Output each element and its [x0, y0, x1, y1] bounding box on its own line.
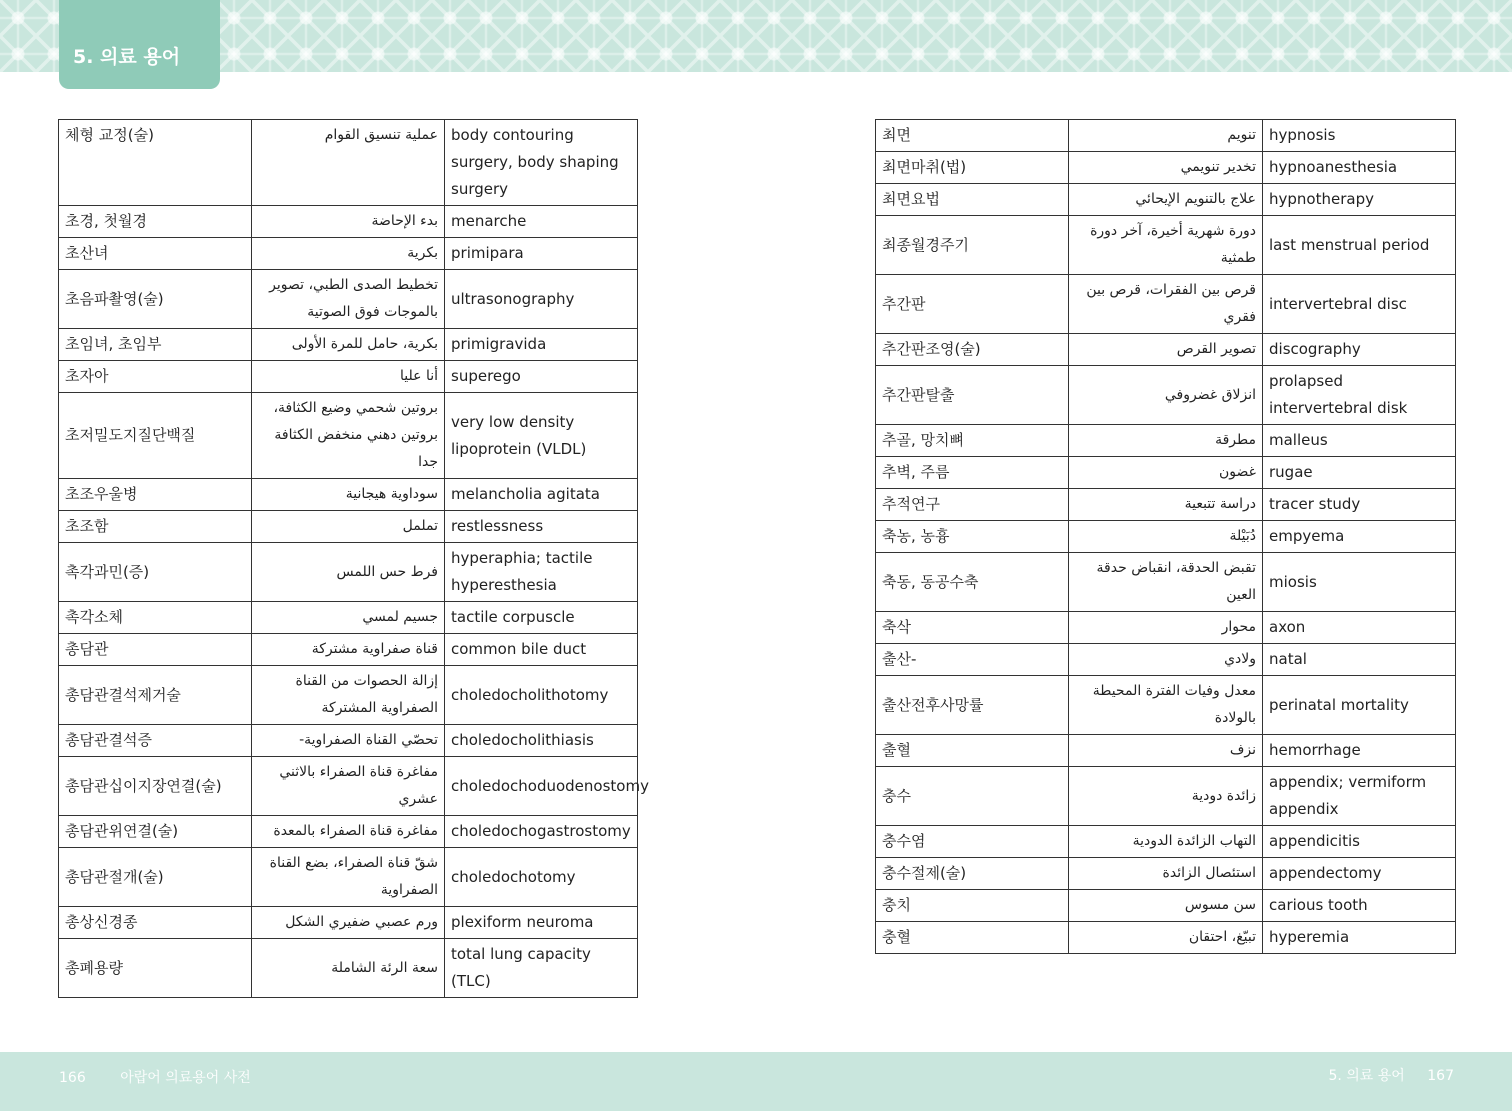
arabic-term: نزف — [1069, 735, 1263, 767]
glossary-row — [876, 366, 1456, 425]
arabic-term: ولادي — [1069, 644, 1263, 676]
english-term: tactile corpuscle — [445, 602, 638, 634]
arabic-term: محوار — [1069, 612, 1263, 644]
korean-term: 초경, 첫월경 — [59, 206, 252, 238]
korean-term: 추골, 망치뼈 — [876, 425, 1069, 457]
english-term: common bile duct — [445, 634, 638, 666]
korean-term: 총담관결석증 — [59, 725, 252, 757]
arabic-term: تحصّي القناة الصفراوية- — [252, 725, 445, 757]
glossary-row — [59, 757, 638, 816]
korean-term: 초조함 — [59, 511, 252, 543]
glossary-row — [59, 666, 638, 725]
glossary-row — [59, 120, 638, 206]
english-term: tracer study — [1263, 489, 1456, 521]
korean-term: 초조우울병 — [59, 479, 252, 511]
korean-term: 초자아 — [59, 361, 252, 393]
korean-term: 출산- — [876, 644, 1069, 676]
english-term: hyperaphia; tactile hyperesthesia — [445, 543, 638, 602]
english-term: hypnotherapy — [1263, 184, 1456, 216]
glossary-row — [876, 735, 1456, 767]
english-term: prolapsed intervertebral disk — [1263, 366, 1456, 425]
arabic-term: زائدة دودية — [1069, 767, 1263, 826]
english-term: primigravida — [445, 329, 638, 361]
glossary-row — [876, 457, 1456, 489]
arabic-term: قناة صفراوية مشتركة — [252, 634, 445, 666]
english-term: choledocholithiasis — [445, 725, 638, 757]
glossary-row — [876, 858, 1456, 890]
arabic-term: تخطيط الصدى الطبي، تصوير بالموجات فوق الصوتية — [252, 270, 445, 329]
book-title: 아랍어 의료용어 사전 — [120, 1070, 251, 1086]
korean-term: 축삭 — [876, 612, 1069, 644]
english-term: intervertebral disc — [1263, 275, 1456, 334]
korean-term: 충수 — [876, 767, 1069, 826]
arabic-term: علاج بالتنويم الإيحائي — [1069, 184, 1263, 216]
english-term: superego — [445, 361, 638, 393]
arabic-term: إزالة الحصوات من القناة الصفراوية المشتركة — [252, 666, 445, 725]
glossary-row — [876, 521, 1456, 553]
korean-term: 최면마취(법) — [876, 152, 1069, 184]
arabic-term: دراسة تتبعية — [1069, 489, 1263, 521]
english-term: primipara — [445, 238, 638, 270]
arabic-term: التهاب الزائدة الدودية — [1069, 826, 1263, 858]
arabic-term: أنا عليا — [252, 361, 445, 393]
chapter-title: 5. 의료 용어 — [73, 46, 181, 68]
korean-term: 축농, 농흉 — [876, 521, 1069, 553]
glossary-row — [59, 816, 638, 848]
glossary-row — [876, 152, 1456, 184]
korean-term: 총폐용량 — [59, 939, 252, 998]
left-glossary-table — [58, 119, 649, 998]
arabic-term: مطرقة — [1069, 425, 1263, 457]
glossary-row — [876, 826, 1456, 858]
glossary-row — [59, 206, 638, 238]
glossary-row — [876, 184, 1456, 216]
arabic-term: تنويم — [1069, 120, 1263, 152]
english-term: choledochotomy — [445, 848, 638, 907]
english-term: carious tooth — [1263, 890, 1456, 922]
english-term: plexiform neuroma — [445, 907, 638, 939]
english-term: restlessness — [445, 511, 638, 543]
glossary-row — [876, 922, 1456, 954]
korean-term: 추간판탈출 — [876, 366, 1069, 425]
arabic-term: سن مسوس — [1069, 890, 1263, 922]
korean-term: 추간판조영(술) — [876, 334, 1069, 366]
chapter-tab — [59, 0, 220, 89]
arabic-term: قرص بين الفقرات، قرص بين فقري — [1069, 275, 1263, 334]
glossary-row — [876, 275, 1456, 334]
glossary-row — [59, 725, 638, 757]
english-term: appendix; vermiform appendix — [1263, 767, 1456, 826]
arabic-term: عملية تنسيق القوام — [252, 120, 445, 206]
korean-term: 총담관 — [59, 634, 252, 666]
arabic-term: تصوير القرص — [1069, 334, 1263, 366]
arabic-term: سعة الرئة الشاملة — [252, 939, 445, 998]
english-term: appendectomy — [1263, 858, 1456, 890]
glossary-row — [59, 479, 638, 511]
arabic-term: تخدير تنويمي — [1069, 152, 1263, 184]
korean-term: 총담관절개(술) — [59, 848, 252, 907]
right-page-number: 167 — [1427, 1068, 1454, 1084]
glossary-row — [876, 644, 1456, 676]
arabic-term: دُبَيْلة — [1069, 521, 1263, 553]
left-page-number: 166 — [59, 1070, 86, 1086]
footer-band — [0, 1052, 1512, 1111]
english-term: miosis — [1263, 553, 1456, 612]
korean-term: 촉각과민(증) — [59, 543, 252, 602]
english-term: hemorrhage — [1263, 735, 1456, 767]
korean-term: 총상신경종 — [59, 907, 252, 939]
arabic-term: استئصال الزائدة — [1069, 858, 1263, 890]
english-term: melancholia agitata — [445, 479, 638, 511]
korean-term: 충치 — [876, 890, 1069, 922]
english-term: total lung capacity (TLC) — [445, 939, 638, 998]
glossary-row — [59, 848, 638, 907]
korean-term: 초음파촬영(술) — [59, 270, 252, 329]
arabic-term: بكرية، حامل للمرة الأولى — [252, 329, 445, 361]
korean-term: 추적연구 — [876, 489, 1069, 521]
korean-term: 최종월경주기 — [876, 216, 1069, 275]
header-pattern-band — [0, 0, 1512, 72]
english-term: hyperemia — [1263, 922, 1456, 954]
english-term: choledochogastrostomy — [445, 816, 638, 848]
arabic-term: جسيم لمسي — [252, 602, 445, 634]
korean-term: 총담관십이지장연결(술) — [59, 757, 252, 816]
korean-term: 최면 — [876, 120, 1069, 152]
arabic-term: بكرية — [252, 238, 445, 270]
korean-term: 총담관위연결(술) — [59, 816, 252, 848]
arabic-term: فرط حس اللمس — [252, 543, 445, 602]
footer-right — [1328, 1065, 1454, 1085]
arabic-term: تقبض الحدقة، انقباض حدقة العين — [1069, 553, 1263, 612]
glossary-row — [59, 543, 638, 602]
glossary-row — [59, 511, 638, 543]
glossary-row — [876, 553, 1456, 612]
glossary-row — [59, 634, 638, 666]
chapter-footer-title: 5. 의료 용어 — [1328, 1068, 1405, 1084]
english-term: choledochoduodenostomy — [445, 757, 638, 816]
english-term: empyema — [1263, 521, 1456, 553]
arabic-term: غضون — [1069, 457, 1263, 489]
english-term: appendicitis — [1263, 826, 1456, 858]
korean-term: 출혈 — [876, 735, 1069, 767]
right-glossary-table — [875, 119, 1456, 954]
glossary-row — [59, 907, 638, 939]
english-term: perinatal mortality — [1263, 676, 1456, 735]
korean-term: 충수절제(술) — [876, 858, 1069, 890]
english-term: ultrasonography — [445, 270, 638, 329]
glossary-row — [59, 329, 638, 361]
english-term: axon — [1263, 612, 1456, 644]
glossary-row — [876, 334, 1456, 366]
english-term: hypnosis — [1263, 120, 1456, 152]
arabic-term: دورة شهرية أخيرة، آخر دورة طمثية — [1069, 216, 1263, 275]
korean-term: 초임녀, 초임부 — [59, 329, 252, 361]
glossary-row — [59, 238, 638, 270]
arabic-term: تبيّغ، احتقان — [1069, 922, 1263, 954]
glossary-row — [876, 612, 1456, 644]
arabic-term: سوداوية هيجانية — [252, 479, 445, 511]
glossary-row — [876, 120, 1456, 152]
english-term: choledocholithotomy — [445, 666, 638, 725]
korean-term: 체형 교정(술) — [59, 120, 252, 206]
english-term: malleus — [1263, 425, 1456, 457]
korean-term: 초저밀도지질단백질 — [59, 393, 252, 479]
korean-term: 촉각소체 — [59, 602, 252, 634]
glossary-row — [876, 425, 1456, 457]
korean-term: 추간판 — [876, 275, 1069, 334]
arabic-term: ورم عصبي ضفيري الشكل — [252, 907, 445, 939]
glossary-row — [59, 939, 638, 998]
glossary-row — [59, 361, 638, 393]
english-term: menarche — [445, 206, 638, 238]
glossary-row — [876, 216, 1456, 275]
arabic-term: انزلاق غضروفي — [1069, 366, 1263, 425]
arabic-term: مفاغرة قناة الصفراء بالمعدة — [252, 816, 445, 848]
glossary-row — [59, 393, 638, 479]
arabic-term: معدل وفيات الفترة المحيطة بالولادة — [1069, 676, 1263, 735]
korean-term: 축동, 동공수축 — [876, 553, 1069, 612]
glossary-row — [876, 890, 1456, 922]
glossary-row — [59, 602, 638, 634]
english-term: rugae — [1263, 457, 1456, 489]
glossary-row — [59, 270, 638, 329]
korean-term: 충혈 — [876, 922, 1069, 954]
english-term: body contouring surgery, body shaping surgery — [445, 120, 638, 206]
korean-term: 최면요법 — [876, 184, 1069, 216]
english-term: hypnoanesthesia — [1263, 152, 1456, 184]
footer-left — [59, 1067, 251, 1087]
arabic-term: بروتين شحمي وضيع الكثافة، بروتين دهني منخفض الكثافة جدا — [252, 393, 445, 479]
english-term: last menstrual period — [1263, 216, 1456, 275]
arabic-term: شقّ قناة الصفراء، بضع القناة الصفراوية — [252, 848, 445, 907]
glossary-row — [876, 489, 1456, 521]
korean-term: 초산녀 — [59, 238, 252, 270]
arabic-term: بدء الإحاضة — [252, 206, 445, 238]
english-term: very low density lipoprotein (VLDL) — [445, 393, 638, 479]
korean-term: 추벽, 주름 — [876, 457, 1069, 489]
arabic-term: مفاغرة قناة الصفراء بالاثني عشري — [252, 757, 445, 816]
glossary-row — [876, 676, 1456, 735]
english-term: natal — [1263, 644, 1456, 676]
glossary-row — [876, 767, 1456, 826]
arabic-term: تململ — [252, 511, 445, 543]
korean-term: 충수염 — [876, 826, 1069, 858]
korean-term: 출산전후사망률 — [876, 676, 1069, 735]
korean-term: 총담관결석제거술 — [59, 666, 252, 725]
english-term: discography — [1263, 334, 1456, 366]
